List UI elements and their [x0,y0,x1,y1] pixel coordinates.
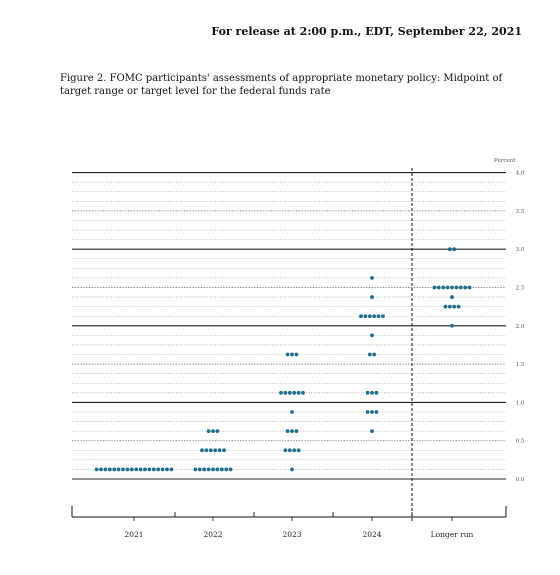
participant-dot [448,305,452,309]
y-tick-label: 3.0 [515,247,525,254]
participant-dot [463,286,467,290]
participant-dot [452,305,456,309]
participant-dot [165,468,169,472]
participant-dot [297,448,301,452]
participant-dot [450,286,454,290]
participant-dot [216,429,220,433]
participant-dot [448,247,452,251]
participant-dot [370,333,374,337]
participant-dot [213,448,217,452]
release-line: For release at 2:00 p.m., EDT, September 22, 2021 [211,25,522,38]
participant-dot [161,468,165,472]
y-tick-label: 1.5 [515,362,525,369]
participant-dot [288,391,292,395]
participant-dot [104,468,108,472]
participant-dot [377,314,381,318]
participant-dot [218,448,222,452]
participant-dot [156,468,160,472]
participant-dot [433,286,437,290]
participant-dot [207,429,211,433]
participant-dot [459,286,463,290]
participant-dot [359,314,363,318]
y-tick-label: 1.0 [515,400,525,407]
participant-dot [368,314,372,318]
figure-caption: Figure 2. FOMC participants' assessments of appropriate monetary policy: Midpoint of target range or target level for the federal funds rate [60,73,503,97]
x-category-labels [124,530,473,539]
dot-layer [95,247,472,471]
participant-dot [139,468,143,472]
participant-dot [366,410,370,414]
x-category-label: 2022 [203,530,223,539]
participant-dot [198,468,202,472]
participant-dot [290,410,294,414]
participant-dot [370,429,374,433]
participant-dot [292,448,296,452]
participant-dot [375,410,379,414]
y-tick-label: 0.0 [515,477,525,483]
grid-layer [72,173,506,479]
participant-dot [372,314,376,318]
participant-dot [370,276,374,280]
participant-dot [279,391,283,395]
participant-dot [286,353,290,357]
participant-dot [284,448,288,452]
y-tick-label: 4.0 [515,170,525,177]
participant-dot [117,468,121,472]
participant-dot [134,468,138,472]
participant-dot [375,391,379,395]
participant-dot [292,391,296,395]
participant-dot [368,353,372,357]
participant-dot [222,448,226,452]
participant-dot [211,468,215,472]
participant-dot [297,391,301,395]
y-tick-label: 2.0 [515,323,525,330]
participant-dot [170,468,174,472]
participant-dot [295,429,299,433]
participant-dot [200,448,204,452]
participant-dot [211,429,215,433]
y-tick-label: 0.5 [515,438,525,445]
participant-dot [288,448,292,452]
participant-dot [450,295,454,299]
x-category-label: 2021 [124,530,144,539]
y-tick-label: 3.5 [515,208,525,215]
participant-dot [301,391,305,395]
participant-dot [366,391,370,395]
participant-dot [220,468,224,472]
participant-dot [468,286,472,290]
x-category-label: Longer run [430,530,474,539]
participant-dot [290,429,294,433]
participant-dot [452,247,456,251]
participant-dot [194,468,198,472]
participant-dot [290,353,294,357]
participant-dot [370,295,374,299]
participant-dot [381,314,385,318]
participant-dot [284,391,288,395]
participant-dot [216,468,220,472]
participant-dot [148,468,152,472]
participant-dot [99,468,103,472]
participant-dot [286,429,290,433]
participant-dot [457,305,461,309]
participant-dot [290,468,294,472]
participant-dot [372,353,376,357]
x-category-label: 2023 [282,530,302,539]
participant-dot [209,448,213,452]
participant-dot [364,314,368,318]
participant-dot [207,468,211,472]
participant-dot [224,468,228,472]
participant-dot [152,468,156,472]
participant-dot [112,468,116,472]
participant-dot [444,305,448,309]
participant-dot [295,353,299,357]
x-category-label: 2024 [362,530,382,539]
participant-dot [370,391,374,395]
participant-dot [108,468,112,472]
y-tick-labels [516,171,525,483]
participant-dot [441,286,445,290]
participant-dot [121,468,125,472]
participant-dot [450,324,454,328]
participant-dot [202,468,206,472]
y-axis-label: Percent [494,158,516,164]
participant-dot [95,468,99,472]
participant-dot [437,286,441,290]
y-tick-label: 2.5 [515,285,525,292]
participant-dot [143,468,147,472]
participant-dot [455,286,459,290]
participant-dot [126,468,130,472]
participant-dot [205,448,209,452]
participant-dot [370,410,374,414]
participant-dot [229,468,233,472]
participant-dot [446,286,450,290]
participant-dot [130,468,134,472]
